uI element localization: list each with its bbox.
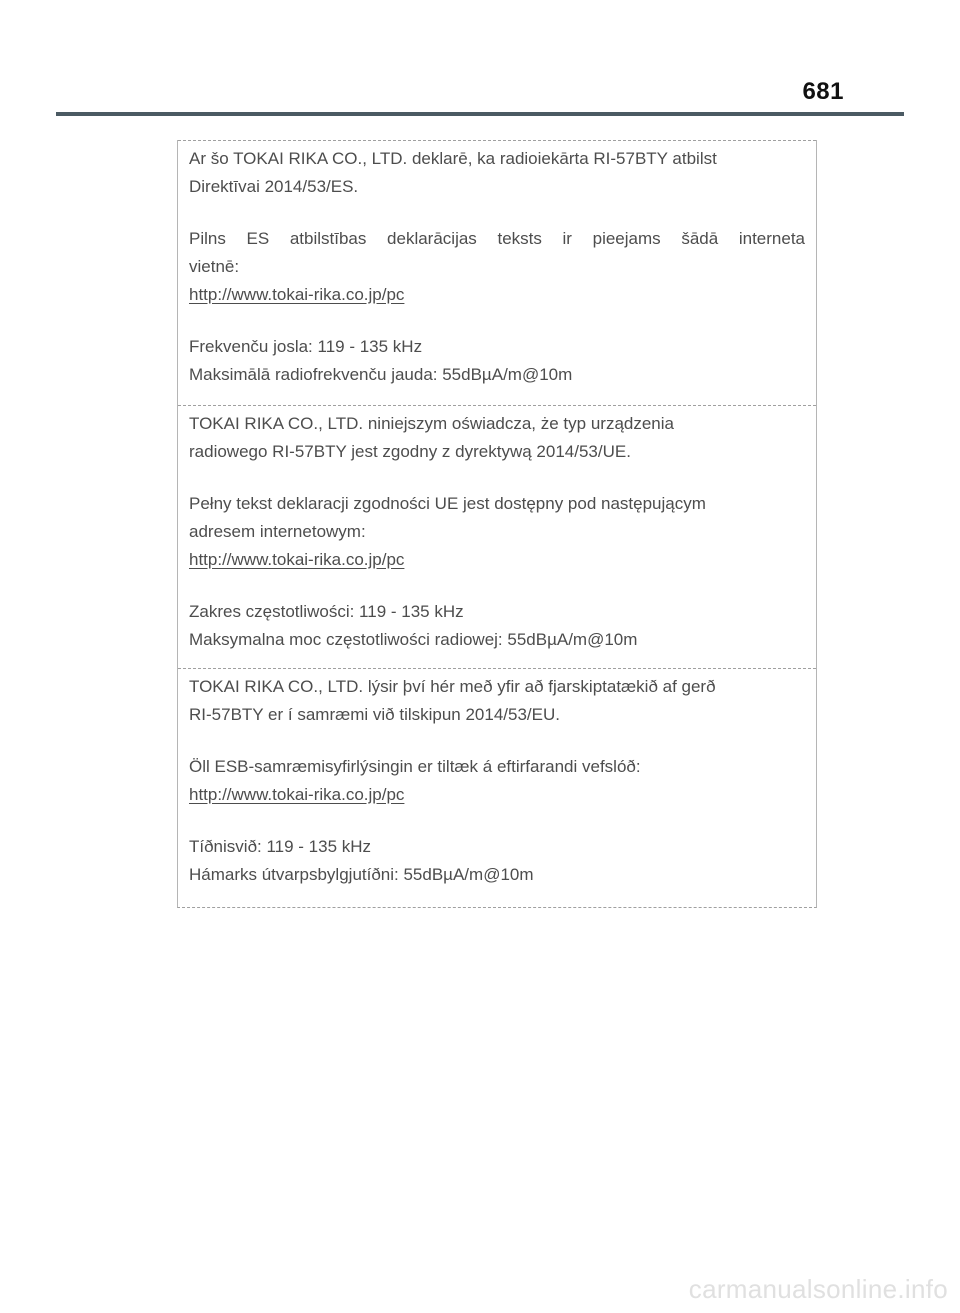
frequency-band: Frekvenču josla: 119 - 135 kHz [189,337,423,356]
fulltext-line: adresem internetowym: [189,522,366,541]
page-number: 681 [802,78,844,105]
statement-line: Direktīvai 2014/53/ES. [189,177,359,196]
declaration-section-polish [178,405,816,668]
paragraph-gap [189,574,805,598]
statement-line: radiowego RI-57BTY jest zgodny z dyrektywą 2014/53/UE. [189,442,631,461]
declaration-section-icelandic [178,668,816,907]
statement-line: TOKAI RIKA CO., LTD. lýsir því hér með yfir að fjarskiptatækið af gerð [189,677,716,696]
fulltext-line: Pełny tekst deklaracji zgodności UE jest dostępny pod następującym [189,494,706,513]
declaration-section-latvian [178,140,816,405]
site-watermark: carmanualsonline.info [688,1274,948,1304]
max-power: Maksymalna moc częstotliwości radiowej: 55dBµA/m@10m [189,630,638,649]
paragraph-gap [189,309,805,333]
paragraph-gap [189,809,805,833]
frequency-band: Tíðnisvið: 119 - 135 kHz [189,837,372,856]
max-power: Hámarks útvarpsbylgjutíðni: 55dBµA/m@10m [189,865,534,884]
fulltext-line: vietnē: [189,257,240,276]
statement-line: Ar šo TOKAI RIKA CO., LTD. deklarē, ka radioiekārta RI-57BTY atbilst [189,149,717,168]
declaration-link[interactable]: http://www.tokai-rika.co.jp/pc [189,285,405,304]
paragraph-gap [189,729,805,753]
declaration-link[interactable]: http://www.tokai-rika.co.jp/pc [189,785,405,804]
paragraph-gap [189,466,805,490]
frequency-band: Zakres częstotliwości: 119 - 135 kHz [189,602,464,621]
paragraph-gap [189,201,805,225]
max-power: Maksimālā radiofrekvenču jauda: 55dBµA/m@10m [189,365,573,384]
fulltext-line: Öll ESB-samræmisyfirlýsingin er tiltæk á eftirfarandi vefslóð: [189,757,641,776]
statement-line: TOKAI RIKA CO., LTD. niniejszym oświadcza, że typ urządzenia [189,414,674,433]
header-rule [56,112,904,116]
statement-line: RI-57BTY er í samræmi við tilskipun 2014/53/EU. [189,705,560,724]
declaration-link[interactable]: http://www.tokai-rika.co.jp/pc [189,550,405,569]
fulltext-line: Pilns ES atbilstības deklarācijas teksts ir pieejams šādā interneta [189,229,805,248]
declaration-box [177,140,817,908]
